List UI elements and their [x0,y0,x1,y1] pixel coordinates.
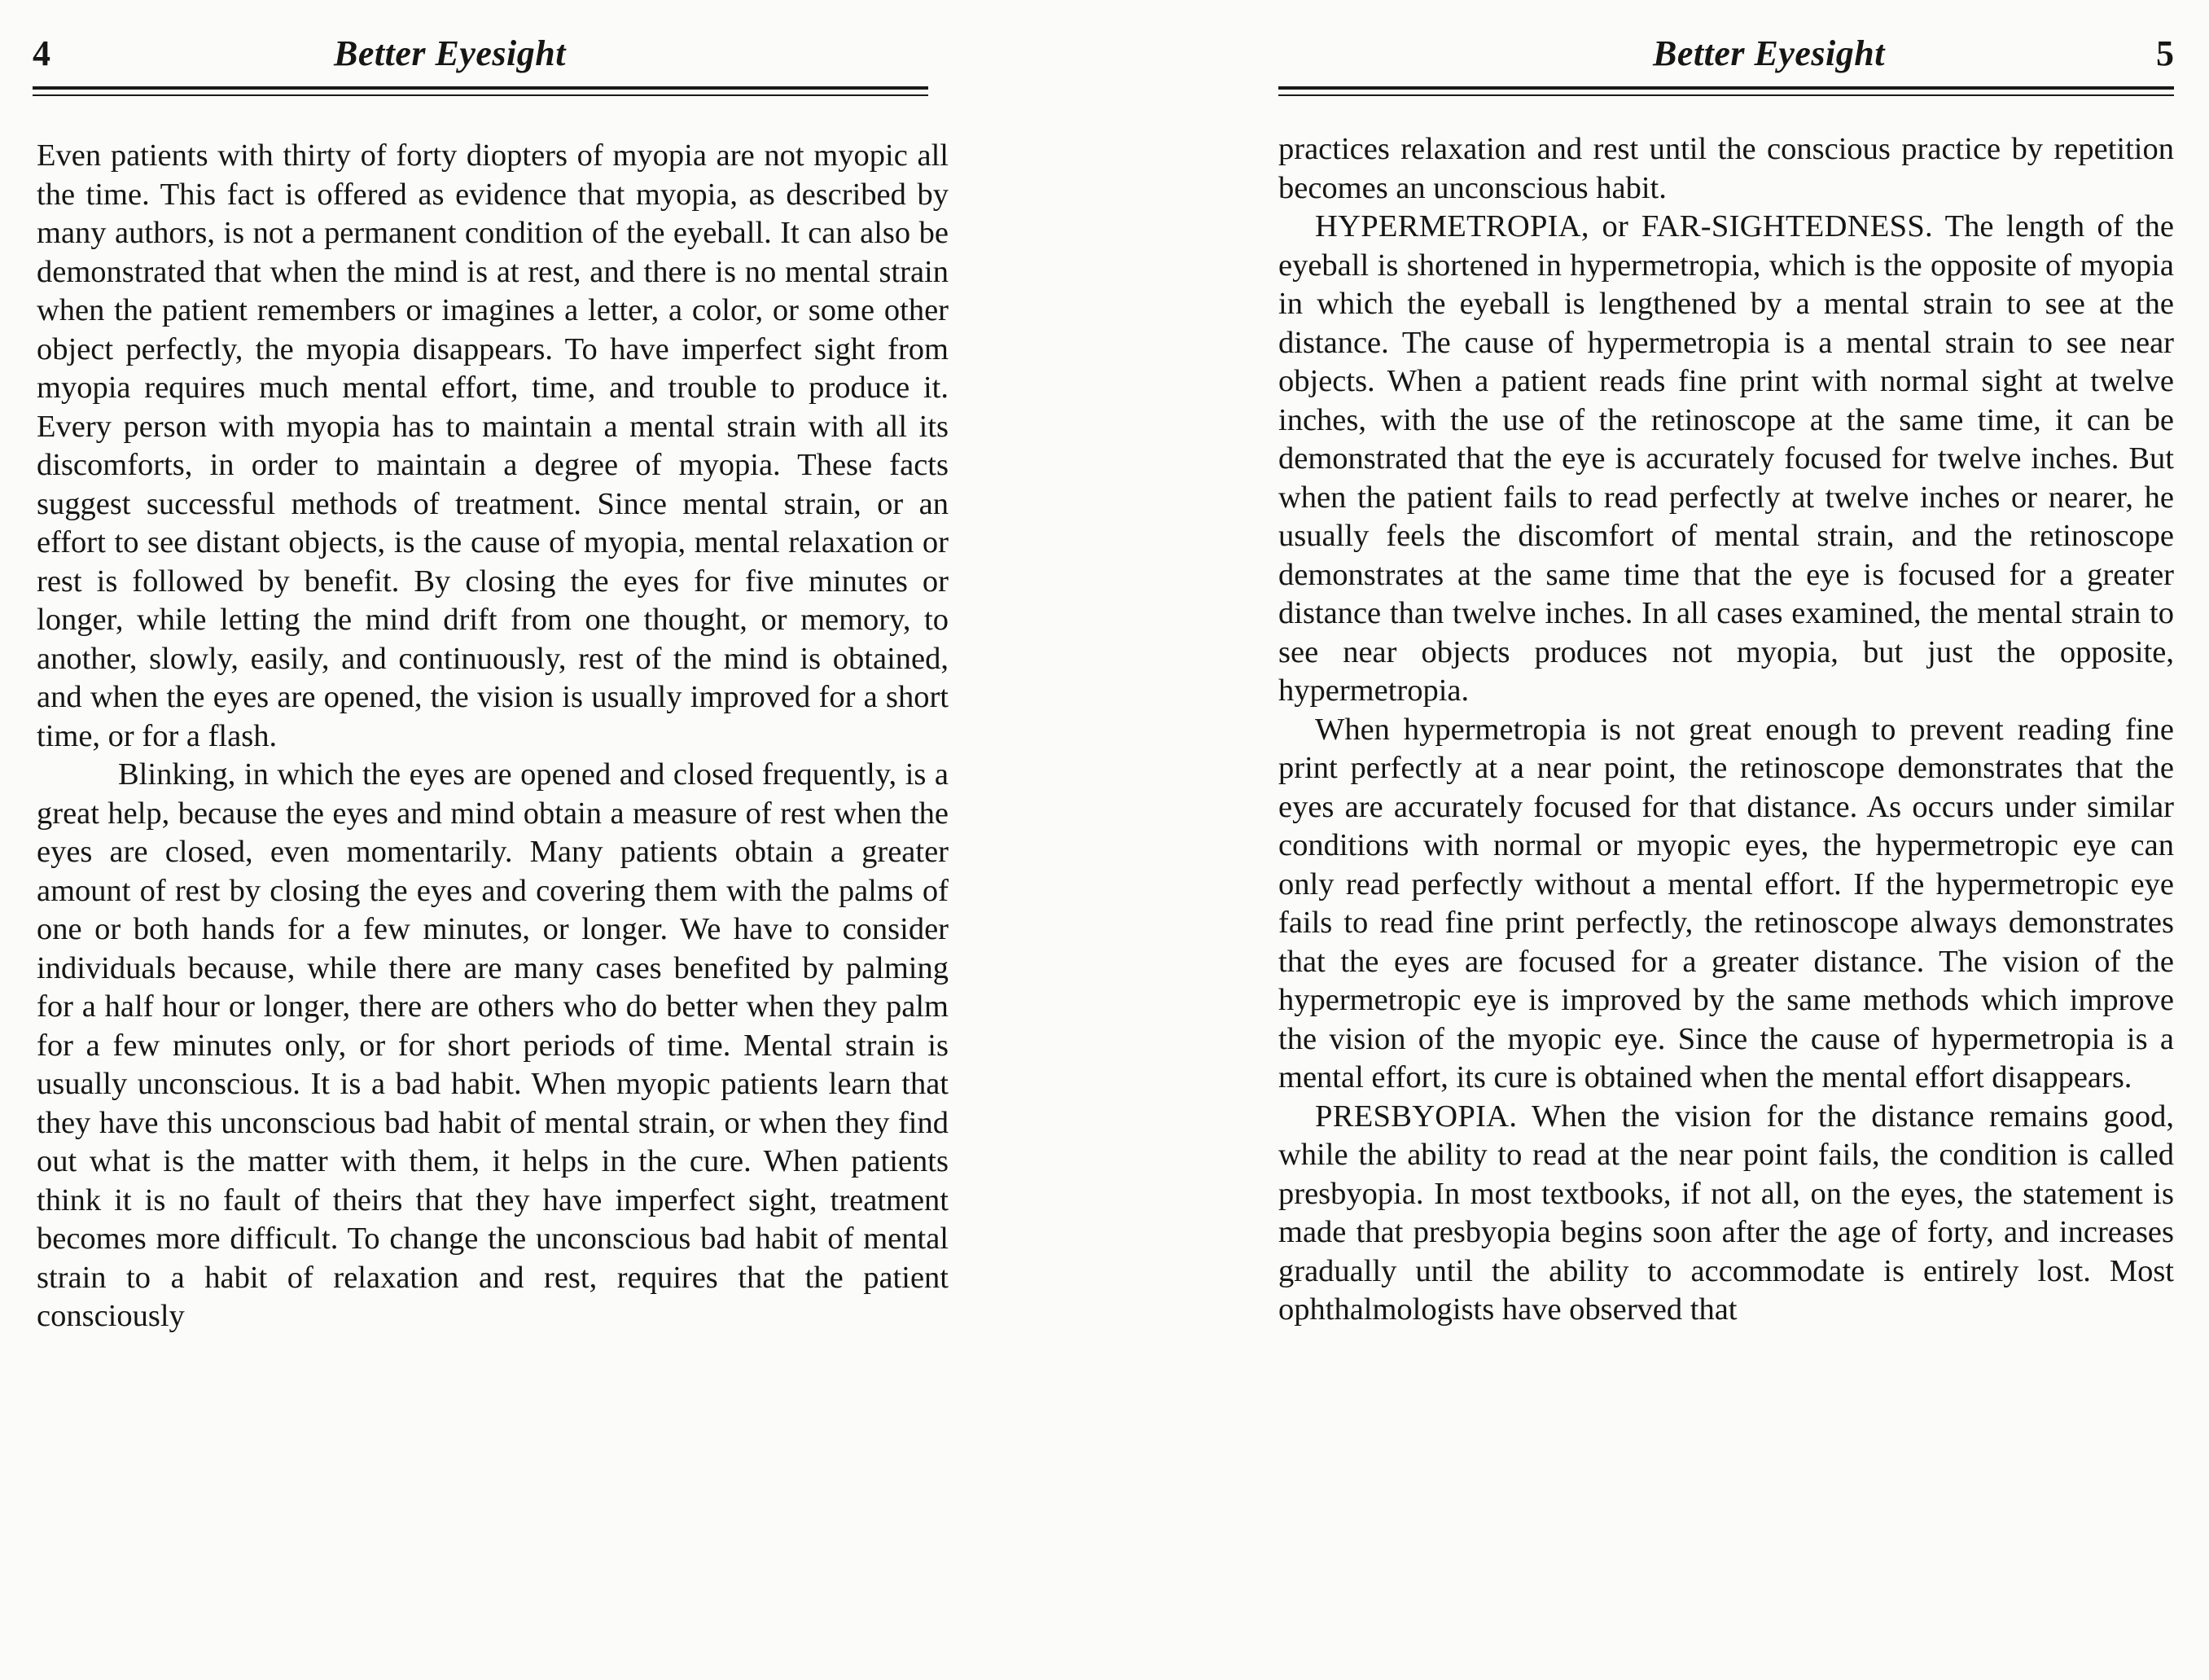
left-page [0,0,1058,1680]
right-header-rule-thick [1278,86,2174,90]
left-paragraph-2: Blinking, in which the eyes are opened and closed frequently, is a great help, because the eyes and mind obtain a measure of rest when the eyes are closed, even momentarily. Many patients obtain a greater amount of rest by closing the eyes and covering them with the palms of one or both hands for a few minutes, or longer. We have to consider individuals because, while there are many cases benefited by palming for a half hour or longer, there are others who do better when they palm for a few minutes only, or for short periods of time. Mental strain is usually unconscious. It is a bad habit. When myopic patients learn that they have this unconscious bad habit of mental strain, or when they find out what is the matter with them, it helps in the cure. When patients think it is no fault of theirs that they have imperfect sight, treatment becomes more difficult. To change the unconscious bad habit of mental strain to a habit of relaxation and rest, requires that the patient consciously [37,757,949,1333]
right-page-body [1278,130,2174,1330]
right-header-rule-thin [1278,94,2174,96]
right-paragraph-1 [1278,130,2174,208]
section-heading-hypermetropia: HYPERMETROPIA, or FAR-SIGHTEDNESS. [1315,209,1933,243]
right-running-title: Better Eyesight [1653,33,1885,73]
left-page-number: 4 [33,33,50,73]
left-paragraph-1: Even patients with thirty of forty diopters of myopia are not myopic all the time. This fact is offered as evidence that myopia, as described by many authors, is not a permanent condition of the eyeball. It can also be demonstrated that when the mind is at rest, and there is no mental strain when the patient remembers or imagines a letter, a color, or some other object perfectly, the myopia disappears. To have imperfect sight from myopia requires much mental effort, time, and trouble to produce it. Every person with myopia has to maintain a mental strain with all its discomforts, in order to maintain a degree of myopia. These facts suggest successful methods of treatment. Since mental strain, or an effort to see distant objects, is the cause of myopia, mental relaxation or rest is followed by benefit. By closing the eyes for five minutes or longer, while letting the mind drift from one thought, or memory, to another, slowly, easily, and continuously, rest of the mind is obtained, and when the eyes are opened, the vision is usually improved for a short time, or for a flash. [37,138,949,753]
paragraph-text: The length of the eyeball is shortened in hypermetropia, which is the opposite of myopia in which the eyeball is lengthened by a mental strain to see at the distance. The cause of hypermetropia is a mental strain to see near objects. When a patient reads fine print with normal sight at twelve inches, with the use of the retinoscope at the same time, it can be demonstrated that the eye is accurately focused for twelve inches. But when the patient fails to read perfectly at twelve inches or nearer, he usually feels the discomfort of mental strain, and the retinoscope demonstrates at the same time that the eye is focused for a greater distance than twelve inches. In all cases examined, the mental strain to see near objects produces not myopia, but just the opposite, hypermetropia. [1278,209,2174,708]
right-page [1221,0,2209,1680]
paragraph-text: When the vision for the distance remains good, while the ability to read at the near point fails, the condition is called presbyopia. In most textbooks, if not all, on the eyes, the statement is made that presbyopia begins soon after the age of forty, and increases gradually until the ability to accommodate is entirely lost. Most ophthalmologists have observed that [1278,1099,2174,1327]
left-page-body [37,137,949,1336]
right-page-header [1278,33,2174,81]
paragraph-text: practices relaxation and rest until the conscious practice by repetition becomes an unconscious habit. [1278,132,2174,205]
section-heading-presbyopia: PRESBYOPIA. [1315,1099,1518,1134]
right-paragraph-2 [1278,208,2174,711]
right-paragraph-4 [1278,1098,2174,1330]
right-page-number: 5 [2156,33,2174,73]
left-running-title: Better Eyesight [334,33,566,73]
left-header-rule-thick [33,86,928,90]
left-page-header [33,33,928,81]
left-header-rule-thin [33,94,928,96]
paragraph-text: When hypermetropia is not great enough to prevent reading fine print perfectly at a near point, the retinoscope demonstrates that the eyes are accurately focused for that distance. As occurs under similar conditions with normal or myopic eyes, the hypermetropic eye can only read perfectly without a mental effort. If the hypermetropic eye fails to read fine print perfectly, the retinoscope always demonstrates that the eyes are focused for a greater distance. The vision of the hypermetropic eye is improved by the same methods which improve the vision of the myopic eye. Since the cause of hypermetropia is a mental effort, its cure is obtained when the mental effort disappears. [1278,712,2174,1094]
right-paragraph-3 [1278,711,2174,1098]
